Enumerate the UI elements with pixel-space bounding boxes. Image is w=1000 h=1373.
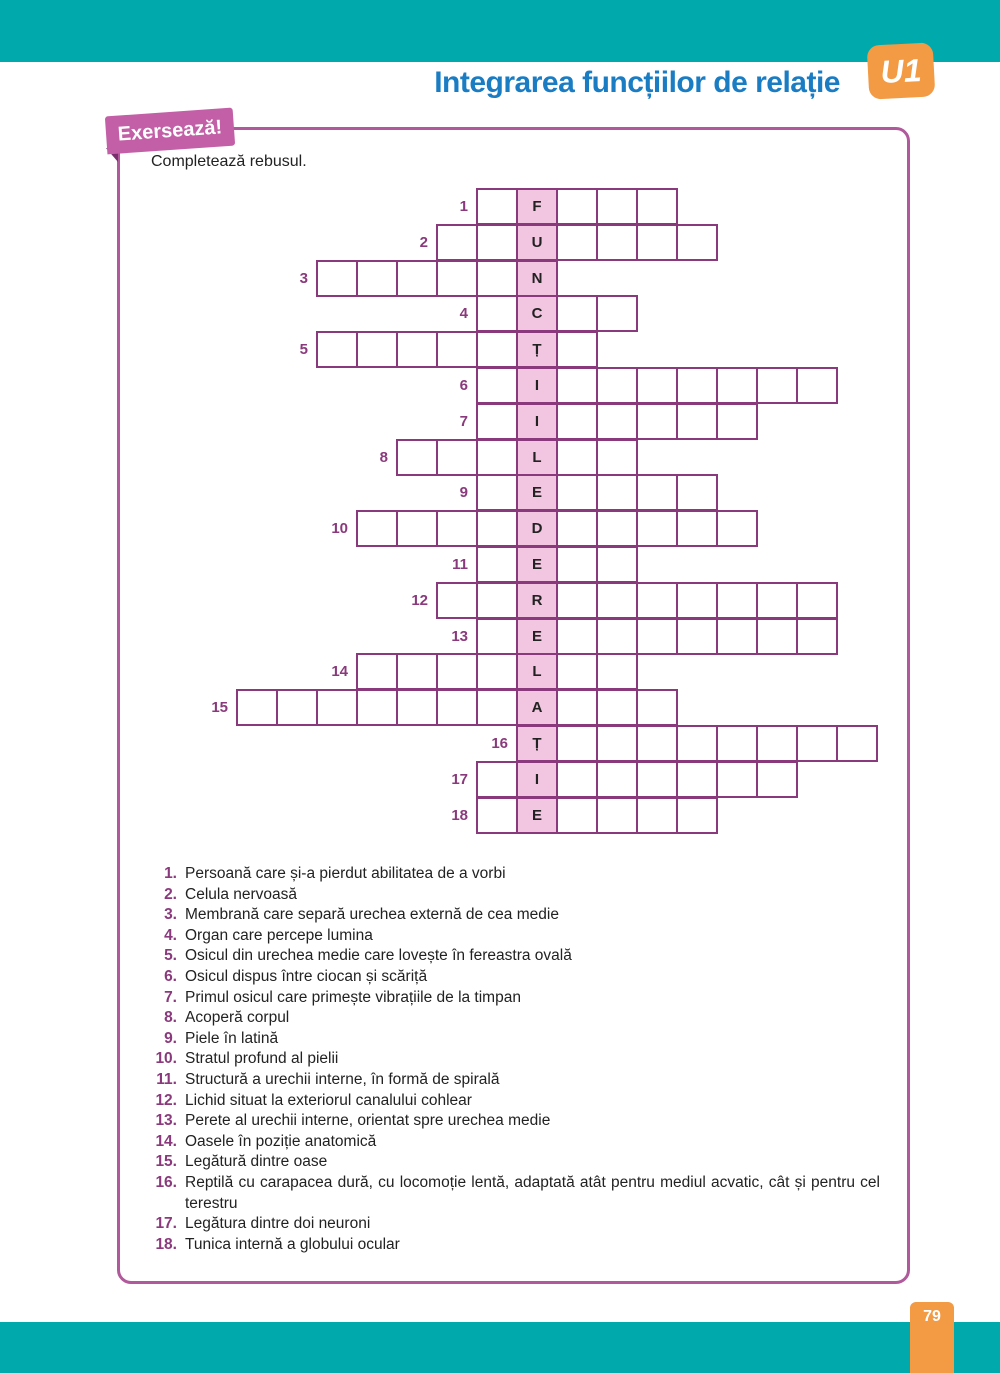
clue-number-label: 4: [459, 305, 468, 323]
crossword-cell: [436, 439, 478, 476]
crossword-cell: [476, 474, 518, 511]
crossword-cell: [316, 331, 358, 368]
crossword-cell: [596, 761, 638, 798]
clue-text: Oasele în poziție anatomică: [185, 1132, 377, 1150]
key-letter-cell: Ț: [516, 331, 558, 368]
crossword-cell: [436, 260, 478, 297]
clue-number: 17.: [155, 1215, 177, 1233]
crossword-cell: [556, 582, 598, 619]
clue-number-label: 2: [419, 233, 428, 251]
clue-number: 1.: [164, 865, 177, 882]
clue-item: [140, 1132, 880, 1153]
crossword-cell: [636, 582, 678, 619]
crossword-cell: [316, 689, 358, 726]
clue-number: 11.: [156, 1070, 177, 1088]
key-letter-cell: L: [516, 439, 558, 476]
clue-number-label: 9: [459, 484, 468, 502]
crossword-cell: [236, 689, 278, 726]
crossword-cell: [436, 582, 478, 619]
crossword-cell: [636, 474, 678, 511]
key-letter-cell: F: [516, 188, 558, 225]
crossword-cell: [636, 367, 678, 404]
crossword-cell: [756, 367, 798, 404]
crossword-cell: [396, 439, 438, 476]
crossword-cell: [716, 725, 758, 762]
crossword-cell: [676, 618, 718, 655]
crossword-cell: [476, 224, 518, 261]
clue-number: 8.: [164, 1009, 177, 1027]
clue-item: [140, 1070, 880, 1091]
crossword-cell: [596, 474, 638, 511]
crossword-cell: [396, 260, 438, 297]
key-letter-cell: R: [516, 582, 558, 619]
clue-number: 18.: [155, 1235, 177, 1253]
key-letter-cell: D: [516, 510, 558, 547]
clue-number-label: 5: [299, 341, 308, 359]
crossword-cell: [596, 797, 638, 834]
clue-item: [140, 1235, 880, 1256]
clue-item: [140, 926, 880, 947]
crossword-cell: [556, 224, 598, 261]
clue-item: [140, 1049, 880, 1070]
clue-text: Organ care percepe lumina: [185, 926, 373, 944]
crossword-cell: [396, 510, 438, 547]
clue-item: [140, 1029, 880, 1050]
key-letter-cell: I: [516, 367, 558, 404]
key-letter-cell: I: [516, 761, 558, 798]
crossword-cell: [596, 618, 638, 655]
clue-item: [140, 905, 880, 926]
crossword-cell: [716, 761, 758, 798]
crossword-cell: [476, 546, 518, 583]
clue-text: Tunica internă a globului ocular: [185, 1235, 400, 1253]
clue-text: Reptilă cu carapacea dură, cu locomoție lentă, adaptată atât pentru mediul acvatic, cât și pentru cel terestru: [185, 1173, 880, 1212]
bottom-band: [0, 1322, 1000, 1373]
clue-number-label: 16: [491, 735, 508, 752]
crossword-cell: [596, 367, 638, 404]
key-letter-cell: E: [516, 546, 558, 583]
crossword-cell: [596, 546, 638, 583]
crossword-cell: [356, 510, 398, 547]
exercise-tag: Exersează!: [105, 108, 235, 155]
crossword-cell: [556, 725, 598, 762]
page-number: 79: [923, 1308, 941, 1325]
word-separator: [517, 581, 557, 584]
crossword-cell: [356, 653, 398, 690]
key-letter-cell: E: [516, 618, 558, 655]
crossword-cell: [676, 725, 718, 762]
crossword-cell: [476, 653, 518, 690]
crossword-cell: [676, 582, 718, 619]
crossword-cell: [716, 510, 758, 547]
crossword-cell: [556, 510, 598, 547]
crossword-cell: [476, 439, 518, 476]
crossword-cell: [716, 403, 758, 440]
clue-number-label: 7: [459, 412, 468, 430]
crossword-cell: [636, 403, 678, 440]
clue-item: [140, 1214, 880, 1235]
clue-number: 12.: [155, 1091, 177, 1109]
crossword-cell: [636, 689, 678, 726]
clue-number: 7.: [164, 988, 177, 1006]
clue-item: [140, 864, 880, 885]
crossword-cell: [596, 725, 638, 762]
clue-number-label: 8: [379, 448, 388, 466]
crossword-cell: [756, 761, 798, 798]
crossword-cell: [356, 331, 398, 368]
clue-number: 10.: [155, 1050, 177, 1068]
crossword-cell: [476, 188, 518, 225]
clue-number-label: 15: [211, 699, 228, 717]
clue-number: 16.: [155, 1173, 177, 1191]
crossword-cell: [636, 224, 678, 261]
clue-text: Persoană care și-a pierdut abilitatea de a vorbi: [185, 865, 506, 882]
crossword-cell: [556, 761, 598, 798]
key-letter-cell: Ț: [516, 725, 558, 762]
crossword-cell: [556, 403, 598, 440]
crossword-cell: [796, 582, 838, 619]
crossword-cell: [596, 653, 638, 690]
crossword-cell: [356, 260, 398, 297]
clue-text: Acoperă corpul: [185, 1009, 290, 1027]
clue-number-label: 3: [299, 269, 308, 287]
crossword-cell: [596, 224, 638, 261]
crossword-cell: [636, 618, 678, 655]
crossword-cell: [796, 725, 838, 762]
key-letter-cell: E: [516, 797, 558, 834]
crossword-cell: [556, 439, 598, 476]
crossword-cell: [436, 510, 478, 547]
crossword-cell: [556, 653, 598, 690]
clue-text: Lichid situat la exteriorul canalului cohlear: [185, 1091, 472, 1109]
crossword-cell: [556, 618, 598, 655]
crossword-cell: [596, 582, 638, 619]
clue-item: [140, 988, 880, 1009]
crossword-cell: [476, 367, 518, 404]
crossword-cell: [636, 797, 678, 834]
clue-number-label: 18: [451, 806, 468, 824]
crossword-cell: [596, 439, 638, 476]
crossword-cell: [756, 725, 798, 762]
clue-number: 3.: [164, 906, 177, 924]
crossword-cell: [716, 582, 758, 619]
clue-text: Perete al urechii interne, orientat spre urechea medie: [185, 1112, 551, 1130]
crossword-cell: [476, 403, 518, 440]
clue-number-label: 12: [411, 591, 428, 609]
crossword-cell: [476, 295, 518, 332]
crossword-cell: [636, 510, 678, 547]
clue-text: Piele în latină: [185, 1029, 279, 1047]
crossword-cell: [476, 510, 518, 547]
unit-badge: U1: [867, 42, 936, 99]
key-letter-cell: N: [516, 260, 558, 297]
crossword-cell: [636, 188, 678, 225]
exercise-instruction: Completează rebusul.: [151, 153, 307, 170]
crossword-cell: [756, 618, 798, 655]
crossword-cell: [676, 797, 718, 834]
crossword-cell: [676, 367, 718, 404]
crossword-cell: [676, 474, 718, 511]
crossword-cell: [556, 797, 598, 834]
key-letter-cell: C: [516, 295, 558, 332]
clue-text: Stratul profund al pielii: [185, 1050, 339, 1068]
crossword-cell: [316, 260, 358, 297]
word-separator: [517, 509, 557, 512]
clue-item: [140, 1173, 880, 1214]
crossword-cell: [396, 653, 438, 690]
crossword-cell: [556, 188, 598, 225]
crossword-cell: [676, 224, 718, 261]
clue-item: [140, 1008, 880, 1029]
clue-item: [140, 1091, 880, 1112]
clue-number: 5.: [164, 947, 177, 965]
crossword-cell: [716, 367, 758, 404]
crossword-cell: [356, 689, 398, 726]
crossword-cell: [596, 403, 638, 440]
clue-number-label: 11: [452, 556, 468, 573]
clue-number: 9.: [164, 1029, 177, 1047]
clue-list: [140, 864, 880, 1255]
crossword-cell: [636, 761, 678, 798]
clue-number: 13.: [155, 1112, 177, 1130]
crossword-cell: [476, 331, 518, 368]
crossword-cell: [436, 331, 478, 368]
crossword-cell: [716, 618, 758, 655]
crossword-cell: [556, 367, 598, 404]
crossword-cell: [636, 725, 678, 762]
clue-number-label: 6: [459, 377, 468, 394]
clue-item: [140, 885, 880, 906]
clue-text: Celula nervoasă: [185, 885, 298, 903]
clue-item: [140, 946, 880, 967]
crossword-cell: [836, 725, 878, 762]
clue-item: [140, 1111, 880, 1132]
crossword-cell: [676, 510, 718, 547]
crossword-cell: [476, 689, 518, 726]
crossword-cell: [556, 295, 598, 332]
crossword-cell: [756, 582, 798, 619]
clue-number: 14.: [155, 1132, 177, 1150]
crossword-cell: [476, 618, 518, 655]
crossword-cell: [596, 188, 638, 225]
crossword-cell: [596, 510, 638, 547]
crossword-cell: [436, 224, 478, 261]
clue-text: Osicul din urechea medie care lovește în fereastra ovală: [185, 947, 572, 965]
clue-number: 2.: [164, 885, 177, 903]
crossword-cell: [796, 618, 838, 655]
crossword-cell: [476, 761, 518, 798]
crossword-cell: [596, 689, 638, 726]
page-title: Integrarea funcțiilor de relație: [434, 66, 840, 99]
clue-number: 4.: [164, 926, 177, 944]
crossword-cell: [396, 689, 438, 726]
clue-text: Primul osicul care primește vibrațiile de la timpan: [185, 988, 521, 1006]
crossword-cell: [556, 474, 598, 511]
clue-number-label: 13: [451, 627, 468, 645]
key-letter-cell: A: [516, 689, 558, 726]
clue-text: Legătura dintre doi neuroni: [185, 1215, 371, 1233]
crossword-cell: [476, 582, 518, 619]
key-letter-cell: I: [516, 403, 558, 440]
crossword-cell: [676, 403, 718, 440]
crossword-cell: [676, 761, 718, 798]
clue-number-label: 17: [451, 770, 468, 788]
clue-number: 6.: [164, 967, 177, 985]
key-letter-cell: U: [516, 224, 558, 261]
crossword-cell: [436, 653, 478, 690]
crossword-cell: [556, 546, 598, 583]
crossword-cell: [396, 331, 438, 368]
key-letter-cell: L: [516, 653, 558, 690]
key-letter-cell: E: [516, 474, 558, 511]
clue-item: [140, 1152, 880, 1173]
crossword-cell: [476, 260, 518, 297]
clue-item: [140, 967, 880, 988]
clue-text: Osicul dispus între ciocan și scăriță: [185, 967, 428, 985]
clue-text: Legătură dintre oase: [185, 1153, 328, 1171]
clue-text: Structură a urechii interne, în formă de spirală: [185, 1070, 500, 1088]
crossword-cell: [436, 689, 478, 726]
crossword-cell: [596, 295, 638, 332]
clue-number: 15.: [155, 1153, 177, 1171]
crossword-cell: [556, 331, 598, 368]
crossword-cell: [556, 689, 598, 726]
crossword-cell: [476, 797, 518, 834]
clue-text: Membrană care separă urechea externă de cea medie: [185, 906, 559, 924]
clue-number-label: 14: [331, 663, 348, 681]
clue-number-label: 1: [459, 198, 468, 215]
clue-number-label: 10: [331, 520, 348, 538]
crossword-cell: [796, 367, 838, 404]
crossword-cell: [276, 689, 318, 726]
